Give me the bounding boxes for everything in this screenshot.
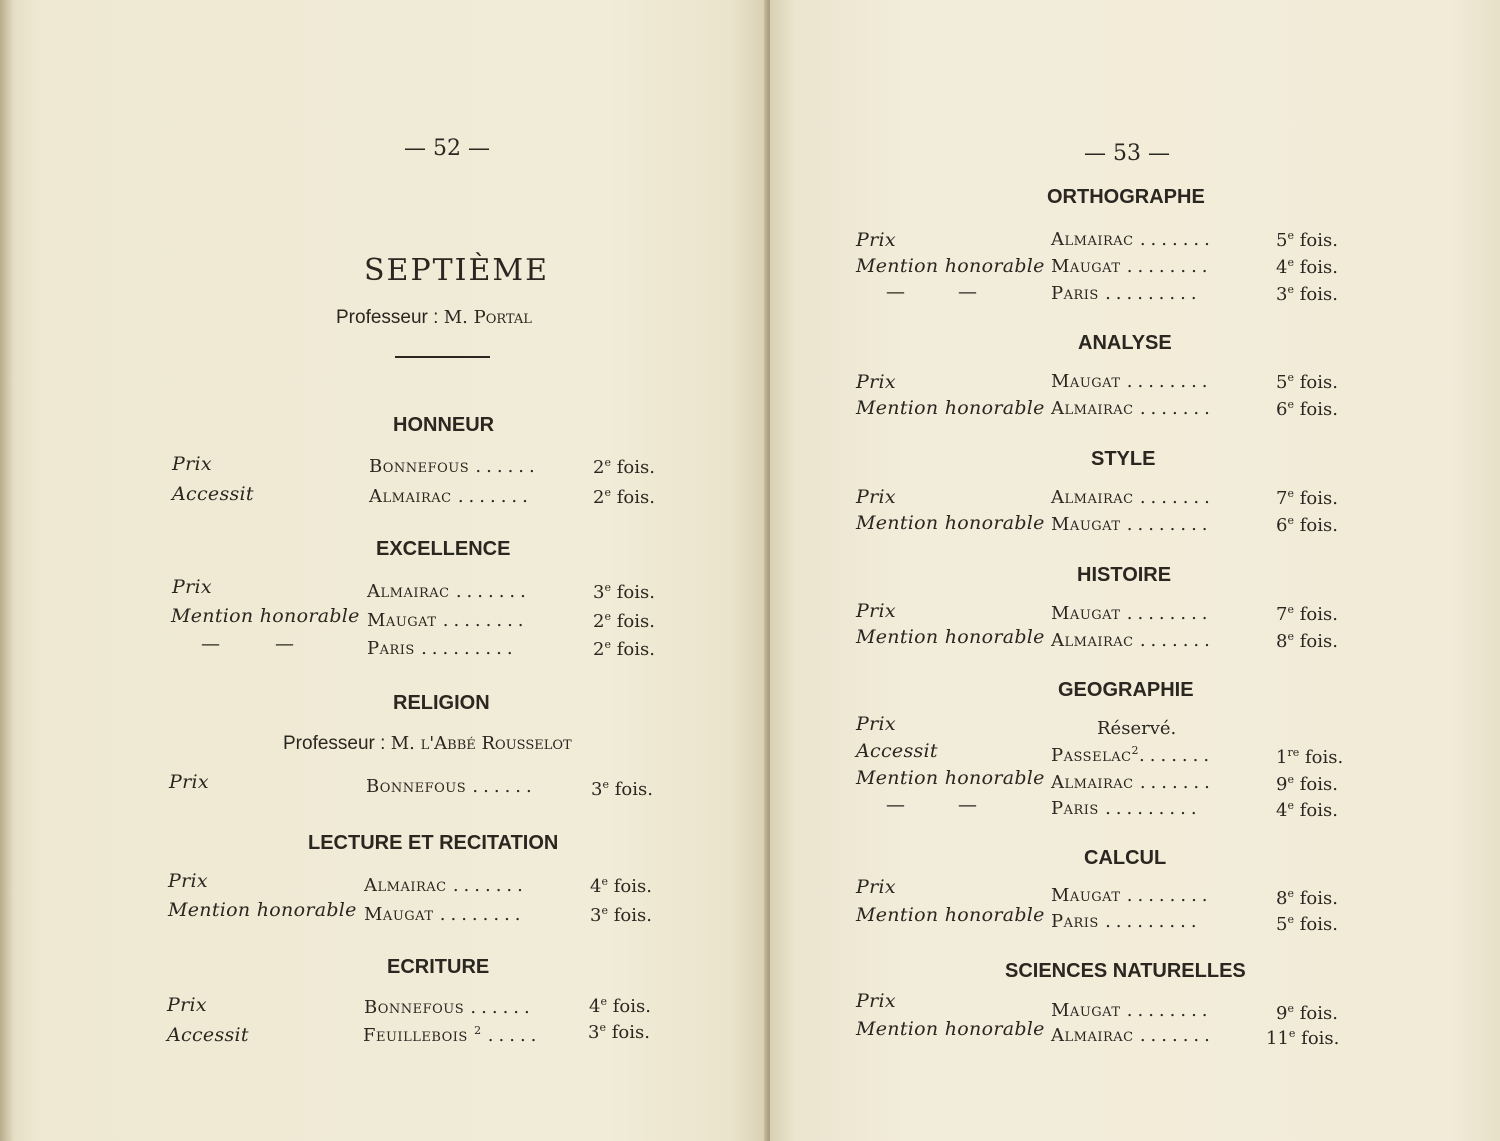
award-label: Prix bbox=[856, 229, 896, 251]
award-label: Prix bbox=[167, 994, 207, 1016]
award-label: Accessit bbox=[856, 740, 938, 762]
professor-label: Professeur : bbox=[336, 307, 444, 328]
times-count: 7e fois. bbox=[1276, 603, 1338, 625]
ditto-dash: — bbox=[275, 633, 294, 655]
award-label: Mention honorable bbox=[856, 255, 1045, 277]
ditto-dash: — bbox=[886, 794, 905, 816]
professor-line bbox=[336, 307, 532, 329]
award-label: Prix bbox=[856, 990, 896, 1012]
ditto-dash: — bbox=[201, 633, 220, 655]
section-heading-analyse: ANALYSE bbox=[1078, 332, 1172, 354]
professor-name: M. Portal bbox=[443, 307, 532, 328]
student-name: Almairac ....... bbox=[1051, 630, 1215, 651]
award-label: Mention honorable bbox=[856, 512, 1045, 534]
section-heading-honneur: HONNEUR bbox=[393, 414, 495, 436]
section-heading-calcul: CALCUL bbox=[1084, 847, 1167, 869]
student-name: Paris ......... bbox=[367, 638, 518, 659]
award-label: Mention honorable bbox=[856, 397, 1045, 419]
award-label: Prix bbox=[856, 876, 896, 898]
times-count: 4e fois. bbox=[1276, 799, 1338, 821]
section-heading-style: STYLE bbox=[1091, 448, 1156, 470]
times-count: 8e fois. bbox=[1276, 887, 1338, 909]
times-count: 9e fois. bbox=[1276, 1002, 1338, 1024]
title-rule bbox=[395, 356, 490, 358]
student-name: Almairac ....... bbox=[1051, 1025, 1215, 1046]
reserved-note: Réservé. bbox=[1097, 718, 1177, 739]
student-name: Maugat ........ bbox=[1051, 256, 1213, 277]
class-title: SEPTIÈME bbox=[364, 253, 550, 288]
award-label: Prix bbox=[856, 713, 896, 735]
student-name: Almairac ....... bbox=[369, 486, 533, 507]
award-label: Mention honorable bbox=[168, 899, 357, 921]
times-count: 8e fois. bbox=[1276, 630, 1338, 652]
student-name: Maugat ........ bbox=[367, 610, 529, 631]
times-count: 3e fois. bbox=[588, 1021, 650, 1043]
section-heading-geographie: GEOGRAPHIE bbox=[1058, 679, 1194, 701]
times-count: 5e fois. bbox=[1276, 229, 1338, 251]
award-label: Mention honorable bbox=[856, 626, 1045, 648]
award-label: Mention honorable bbox=[856, 1018, 1045, 1040]
section-heading-sciences: SCIENCES NATURELLES bbox=[1005, 960, 1246, 982]
student-name: Almairac ....... bbox=[1051, 772, 1215, 793]
times-count: 6e fois. bbox=[1276, 398, 1338, 420]
section-heading-ecriture: ECRITURE bbox=[387, 956, 490, 978]
times-count: 11e fois. bbox=[1266, 1027, 1340, 1049]
times-count: 3e fois. bbox=[1276, 283, 1338, 305]
award-label: Prix bbox=[856, 371, 896, 393]
section-heading-religion: RELIGION bbox=[393, 692, 490, 714]
times-count: 2e fois. bbox=[593, 610, 655, 632]
times-count: 4e fois. bbox=[590, 875, 652, 897]
professor-line bbox=[283, 733, 572, 755]
times-count: 3e fois. bbox=[591, 778, 653, 800]
student-name: Feuillebois $^2$ ..... bbox=[363, 1024, 542, 1046]
student-name: Almairac ....... bbox=[1051, 487, 1215, 508]
student-name: Paris ......... bbox=[1051, 283, 1202, 304]
award-label: Accessit bbox=[167, 1024, 249, 1046]
ditto-dash: — bbox=[958, 794, 977, 816]
right-page bbox=[770, 0, 1500, 1141]
student-name: Maugat ........ bbox=[1051, 885, 1213, 906]
student-name: Maugat ........ bbox=[364, 904, 526, 925]
times-count: 2e fois. bbox=[593, 456, 655, 478]
section-heading-histoire: HISTOIRE bbox=[1077, 564, 1172, 586]
student-name: Bonnefous ...... bbox=[369, 456, 540, 477]
times-count: 2e fois. bbox=[593, 638, 655, 660]
ditto-dash: — bbox=[958, 281, 977, 303]
student-name: Maugat ........ bbox=[1051, 1000, 1213, 1021]
student-name: Almairac ....... bbox=[364, 875, 528, 896]
award-label: Prix bbox=[856, 600, 896, 622]
page-number: — 53 — bbox=[1084, 141, 1170, 166]
times-count: 1re fois. bbox=[1276, 746, 1344, 768]
times-count: 3e fois. bbox=[593, 581, 655, 603]
award-label: Accessit bbox=[172, 483, 254, 505]
award-label: Prix bbox=[168, 870, 208, 892]
student-name: Bonnefous ...... bbox=[366, 776, 537, 797]
times-count: 4e fois. bbox=[589, 995, 651, 1017]
professor-label: Professeur : bbox=[283, 733, 391, 754]
times-count: 3e fois. bbox=[590, 904, 652, 926]
section-heading-lecture: LECTURE ET RECITATION bbox=[308, 832, 559, 854]
student-name: Almairac ....... bbox=[1051, 229, 1215, 250]
professor-name: M. l'Abbé Rousselot bbox=[390, 733, 572, 754]
award-label: Mention honorable bbox=[856, 767, 1045, 789]
award-label: Prix bbox=[172, 576, 212, 598]
award-label: Mention honorable bbox=[856, 904, 1045, 926]
student-name: Maugat ........ bbox=[1051, 514, 1213, 535]
times-count: 9e fois. bbox=[1276, 773, 1338, 795]
times-count: 7e fois. bbox=[1276, 487, 1338, 509]
times-count: 5e fois. bbox=[1276, 371, 1338, 393]
page-number: — 52 — bbox=[404, 136, 490, 161]
section-heading-orthographe: ORTHOGRAPHE bbox=[1047, 186, 1205, 208]
section-heading-excellence: EXCELLENCE bbox=[376, 538, 511, 560]
times-count: 5e fois. bbox=[1276, 913, 1338, 935]
ditto-dash: — bbox=[886, 281, 905, 303]
student-name: Paris ......... bbox=[1051, 911, 1202, 932]
student-name: Bonnefous ...... bbox=[364, 997, 535, 1018]
award-label: Prix bbox=[169, 771, 209, 793]
times-count: 4e fois. bbox=[1276, 256, 1338, 278]
student-name: Maugat ........ bbox=[1051, 603, 1213, 624]
times-count: 6e fois. bbox=[1276, 514, 1338, 536]
student-name: Almairac ....... bbox=[367, 581, 531, 602]
times-count: 2e fois. bbox=[593, 486, 655, 508]
award-label: Prix bbox=[856, 486, 896, 508]
student-name: Maugat ........ bbox=[1051, 371, 1213, 392]
student-name: Paris ......... bbox=[1051, 798, 1202, 819]
award-label: Prix bbox=[172, 453, 212, 475]
award-label: Mention honorable bbox=[171, 605, 360, 627]
student-name: Passelac$^2$....... bbox=[1051, 744, 1215, 766]
student-name: Almairac ....... bbox=[1051, 398, 1215, 419]
